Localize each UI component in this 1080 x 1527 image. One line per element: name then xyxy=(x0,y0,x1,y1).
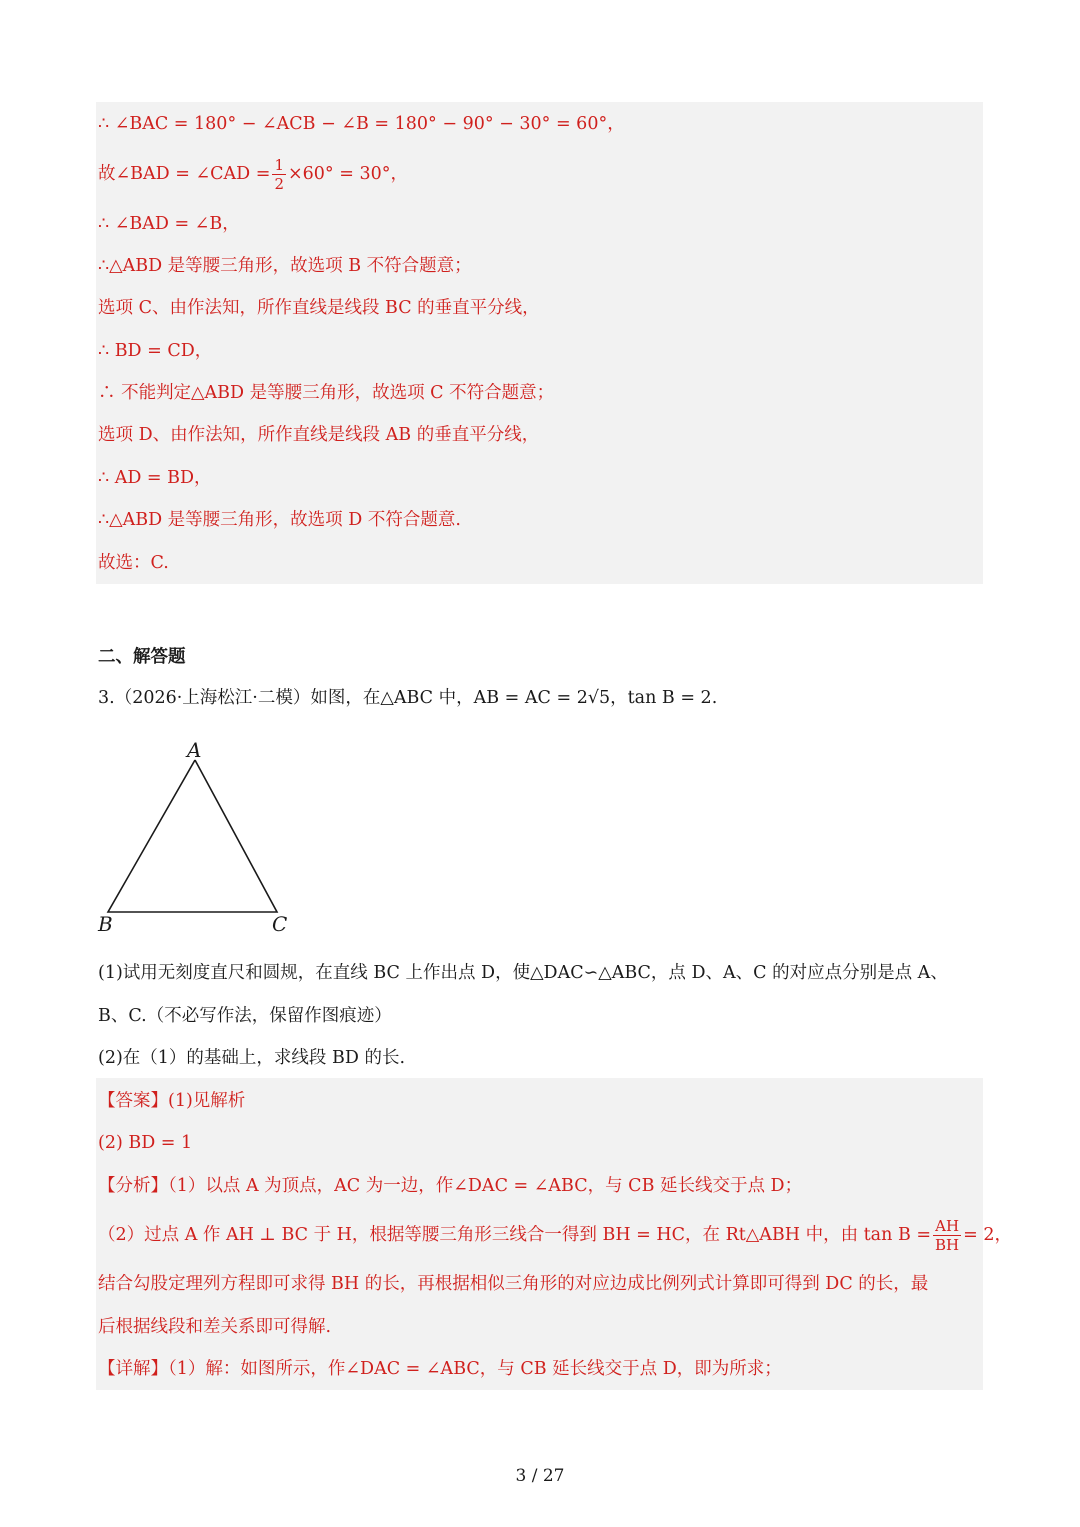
analysis-line-4: 后根据线段和差关系即可得解. xyxy=(98,1317,332,1337)
analysis-line-1 xyxy=(98,1174,802,1198)
solution-line: ∴ BD = CD， xyxy=(98,341,213,361)
solution-line: ∴ ∠BAD = ∠B， xyxy=(98,214,240,234)
answer-line-1 xyxy=(98,1089,245,1113)
solution-line: ∴ AD = BD， xyxy=(98,468,212,488)
solution-line: 选项 C、由作法知，所作直线是线段 BC 的垂直平分线， xyxy=(98,298,540,318)
fraction-ah-over-bh xyxy=(933,1217,961,1254)
solution-line: ∴ 不能判定△ABD 是等腰三角形，故选项 C 不符合题意； xyxy=(98,383,555,403)
solution-line: ∴△ABD 是等腰三角形，故选项 D 不符合题意. xyxy=(98,510,461,530)
vertex-label-a: A xyxy=(187,738,202,762)
answer-tag: 【答案】 xyxy=(98,1091,168,1111)
triangle-abc xyxy=(108,760,277,912)
section-heading: 二、解答题 xyxy=(98,647,186,667)
vertex-label-b: B xyxy=(98,912,113,936)
solution-line-suffix: ×60° = 30°， xyxy=(287,164,408,184)
solution-line: ∴△ABD 是等腰三角形，故选项 B 不符合题意； xyxy=(98,256,472,276)
answer-line-2: (2) BD = 1 xyxy=(98,1133,193,1153)
solution-line: 故选：C. xyxy=(98,553,169,573)
vertex-label-c: C xyxy=(272,912,288,936)
analysis-text-2a: （2）过点 A 作 AH ⊥ BC 于 H，根据等腰三角形三线合一得到 BH = HC，在 Rt△ABH 中，由 tan B = xyxy=(98,1225,932,1245)
problem-stem: 3.（2026·上海松江·二模）如图，在△ABC 中，AB = AC = 2√5，tan B = 2. xyxy=(98,688,718,708)
analysis-text-2b: = 2， xyxy=(963,1225,1013,1245)
fraction-denominator: 2 xyxy=(274,175,284,193)
detail-text-1: （1）解：如图所示，作∠DAC = ∠ABC，与 CB 延长线交于点 D，即为所求； xyxy=(168,1359,782,1379)
fraction-numerator: AH xyxy=(933,1217,961,1236)
detail-tag: 【详解】 xyxy=(98,1359,168,1379)
analysis-text-1: （1）以点 A 为顶点，AC 为一边，作∠DAC = ∠ABC，与 CB 延长线交于点 D； xyxy=(168,1176,803,1196)
solution-line-fraction xyxy=(98,152,408,196)
detail-line-1 xyxy=(98,1357,782,1381)
solution-line: ∴ ∠BAC = 180° − ∠ACB − ∠B = 180° − 90° − 30° = 60°， xyxy=(98,114,625,134)
part2-question: (2)在（1）的基础上，求线段 BD 的长. xyxy=(98,1048,406,1068)
triangle-figure xyxy=(95,738,295,938)
fraction-numerator: 1 xyxy=(274,156,284,174)
fraction-denominator: BH xyxy=(935,1236,960,1254)
solution-line-prefix: 故∠BAD = ∠CAD = xyxy=(98,164,271,184)
page-number: 3 / 27 xyxy=(515,1466,565,1486)
analysis-line-3: 结合勾股定理列方程即可求得 BH 的长，再根据相似三角形的对应边成比例列式计算即可得到 DC 的长，最 xyxy=(98,1274,929,1294)
fraction-one-half xyxy=(272,156,286,193)
part1-line2: B、C.（不必写作法，保留作图痕迹） xyxy=(98,1006,392,1026)
part1-line1: (1)试用无刻度直尺和圆规，在直线 BC 上作出点 D，使△DAC∽△ABC，点 D、A、C 的对应点分别是点 A、 xyxy=(98,963,948,983)
analysis-line-2 xyxy=(98,1212,1012,1258)
analysis-tag: 【分析】 xyxy=(98,1176,168,1196)
solution-line: 选项 D、由作法知，所作直线是线段 AB 的垂直平分线， xyxy=(98,425,540,445)
answer-part1: (1)见解析 xyxy=(168,1091,246,1111)
